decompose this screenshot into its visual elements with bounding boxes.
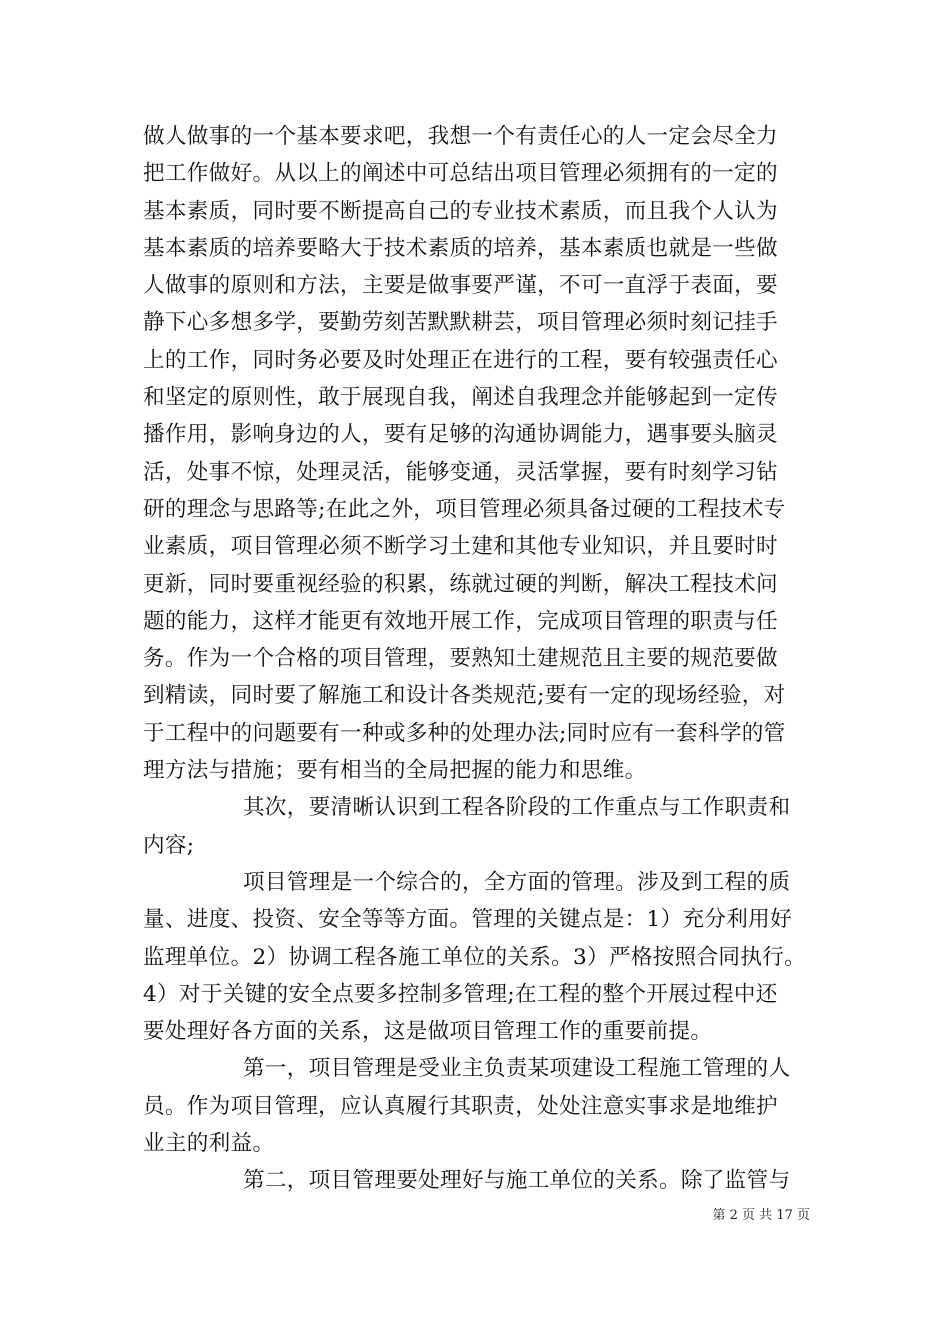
text-line: 研的理念与思路等;在此之外，项目管理必须具备过硬的工程技术专 xyxy=(143,496,786,522)
paragraph-start-line: 其次，要清晰认识到工程各阶段的工作重点与工作职责和 xyxy=(243,795,791,821)
text-line: 内容; xyxy=(143,832,195,858)
text-line: 静下心多想多学，要勤劳刻苦默默耕芸，项目管理必须时刻记挂手 xyxy=(143,310,778,336)
text-line: 题的能力，这样才能更有效地开展工作，完成项目管理的职责与任 xyxy=(143,608,778,634)
text-line: 业主的利益。 xyxy=(143,1131,275,1157)
text-line: 要处理好各方面的关系，这是做项目管理工作的重要前提。 xyxy=(143,1019,713,1045)
text-line: 量、进度、投资、安全等等方面。管理的关键点是：1）充分利用好 xyxy=(143,907,792,933)
text-line: 和坚定的原则性，敢于展现自我，阐述自我理念并能够起到一定传 xyxy=(143,385,778,411)
text-line: 基本素质，同时要不断提高自己的专业技术素质，而且我个人认为 xyxy=(143,198,778,224)
page-number: 第 2 页 共 17 页 xyxy=(712,1208,810,1223)
text-line: 理方法与措施；要有相当的全局把握的能力和思维。 xyxy=(143,758,647,784)
text-line: 监理单位。2）协调工程各施工单位的关系。3）严格按照合同执行。 xyxy=(143,944,806,970)
text-line: 人做事的原则和方法，主要是做事要严谨，不可一直浮于表面，要 xyxy=(143,273,778,299)
text-line: 于工程中的问题要有一种或多种的处理办法;同时应有一套科学的管 xyxy=(143,720,786,746)
text-line: 把工作做好。从以上的阐述中可总结出项目管理必须拥有的一定的 xyxy=(143,161,778,187)
paragraph-start-line: 第二，项目管理要处理好与施工单位的关系。除了监管与 xyxy=(243,1168,791,1194)
text-line: 业素质，项目管理必须不断学习土建和其他专业知识，并且要时时 xyxy=(143,534,778,560)
text-line: 上的工作，同时务必要及时处理正在进行的工程，要有较强责任心 xyxy=(143,347,778,373)
text-line: 做人做事的一个基本要求吧，我想一个有责任心的人一定会尽全力 xyxy=(143,124,778,149)
text-line: 4）对于关键的安全点要多控制多管理;在工程的整个开展过程中还 xyxy=(143,981,778,1007)
body-text xyxy=(143,118,815,1200)
text-line: 务。作为一个合格的项目管理，要熟知土建规范且主要的规范要做 xyxy=(143,646,778,672)
text-line: 播作用，影响身边的人，要有足够的沟通协调能力，遇事要头脑灵 xyxy=(143,422,778,448)
text-line: 员。作为项目管理，应认真履行其职责，处处注意实事求是地维护 xyxy=(143,1093,778,1119)
text-line: 基本素质的培养要略大于技术素质的培养，基本素质也就是一些做 xyxy=(143,235,778,261)
text-line: 活，处事不惊，处理灵活，能够变通，灵活掌握，要有时刻学习钻 xyxy=(143,459,778,485)
text-line: 更新，同时要重视经验的积累，练就过硬的判断，解决工程技术问 xyxy=(143,571,778,597)
text-line: 到精读，同时要了解施工和设计各类规范;要有一定的现场经验，对 xyxy=(143,683,786,709)
paragraph-start-line: 第一，项目管理是受业主负责某项建设工程施工管理的人 xyxy=(243,1056,791,1082)
paragraph-start-line: 项目管理是一个综合的，全方面的管理。涉及到工程的质 xyxy=(243,869,791,895)
